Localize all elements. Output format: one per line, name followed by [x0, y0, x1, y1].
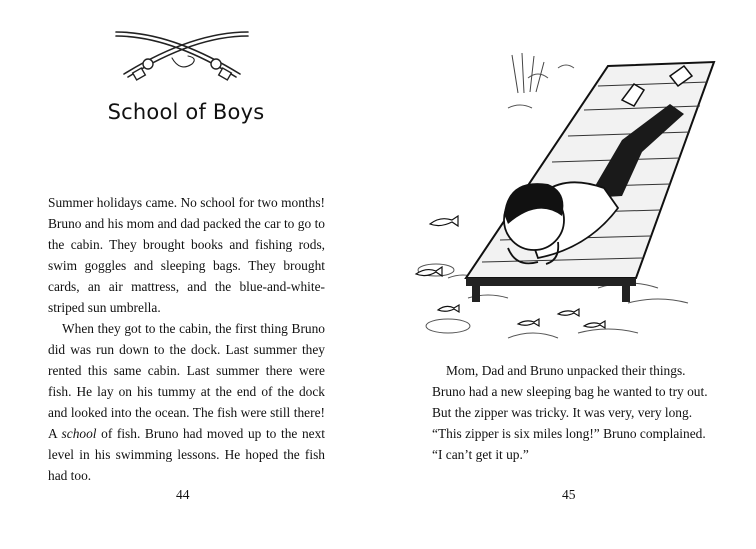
paragraph-text: of fish. Bruno had moved up to the next level in his swimming lessons. He hoped the fish had too. [48, 426, 326, 483]
chapter-title: School of Boys [107, 100, 265, 124]
page-number: 45 [562, 487, 576, 502]
left-body-text [48, 192, 325, 486]
crossed-fishing-rods-icon [112, 24, 252, 86]
page-number: 44 [176, 487, 190, 502]
paragraph: Mom, Dad and Bruno unpacked their things. Bruno had a new sleeping bag he wanted to try out. But the zipper was tricky. It was very, very long. “This zipper is six miles long!” Bruno complained. “I can’t get it up.” [432, 363, 708, 462]
paragraph: Summer holidays came. No school for two months! Bruno and his mom and dad packed the car to go to the cabin. They brought books and fishing rods, swim goggles and sleeping bags. They brought cards, an air mattress, and the blue-and-white-striped sun umbrella. [48, 195, 325, 315]
right-body-text [432, 360, 708, 465]
boy-on-dock-illustration [408, 48, 738, 348]
paragraph [48, 318, 325, 486]
paragraph-text: When they got to the cabin, the first thing Bruno did was run down to the dock. Last summer they rented this same cabin. Last summer there were fish. He lay on his tummy at the end of the dock and looked into the ocean. The fish were still there! A [48, 321, 325, 441]
emphasis-text: school [61, 426, 97, 441]
